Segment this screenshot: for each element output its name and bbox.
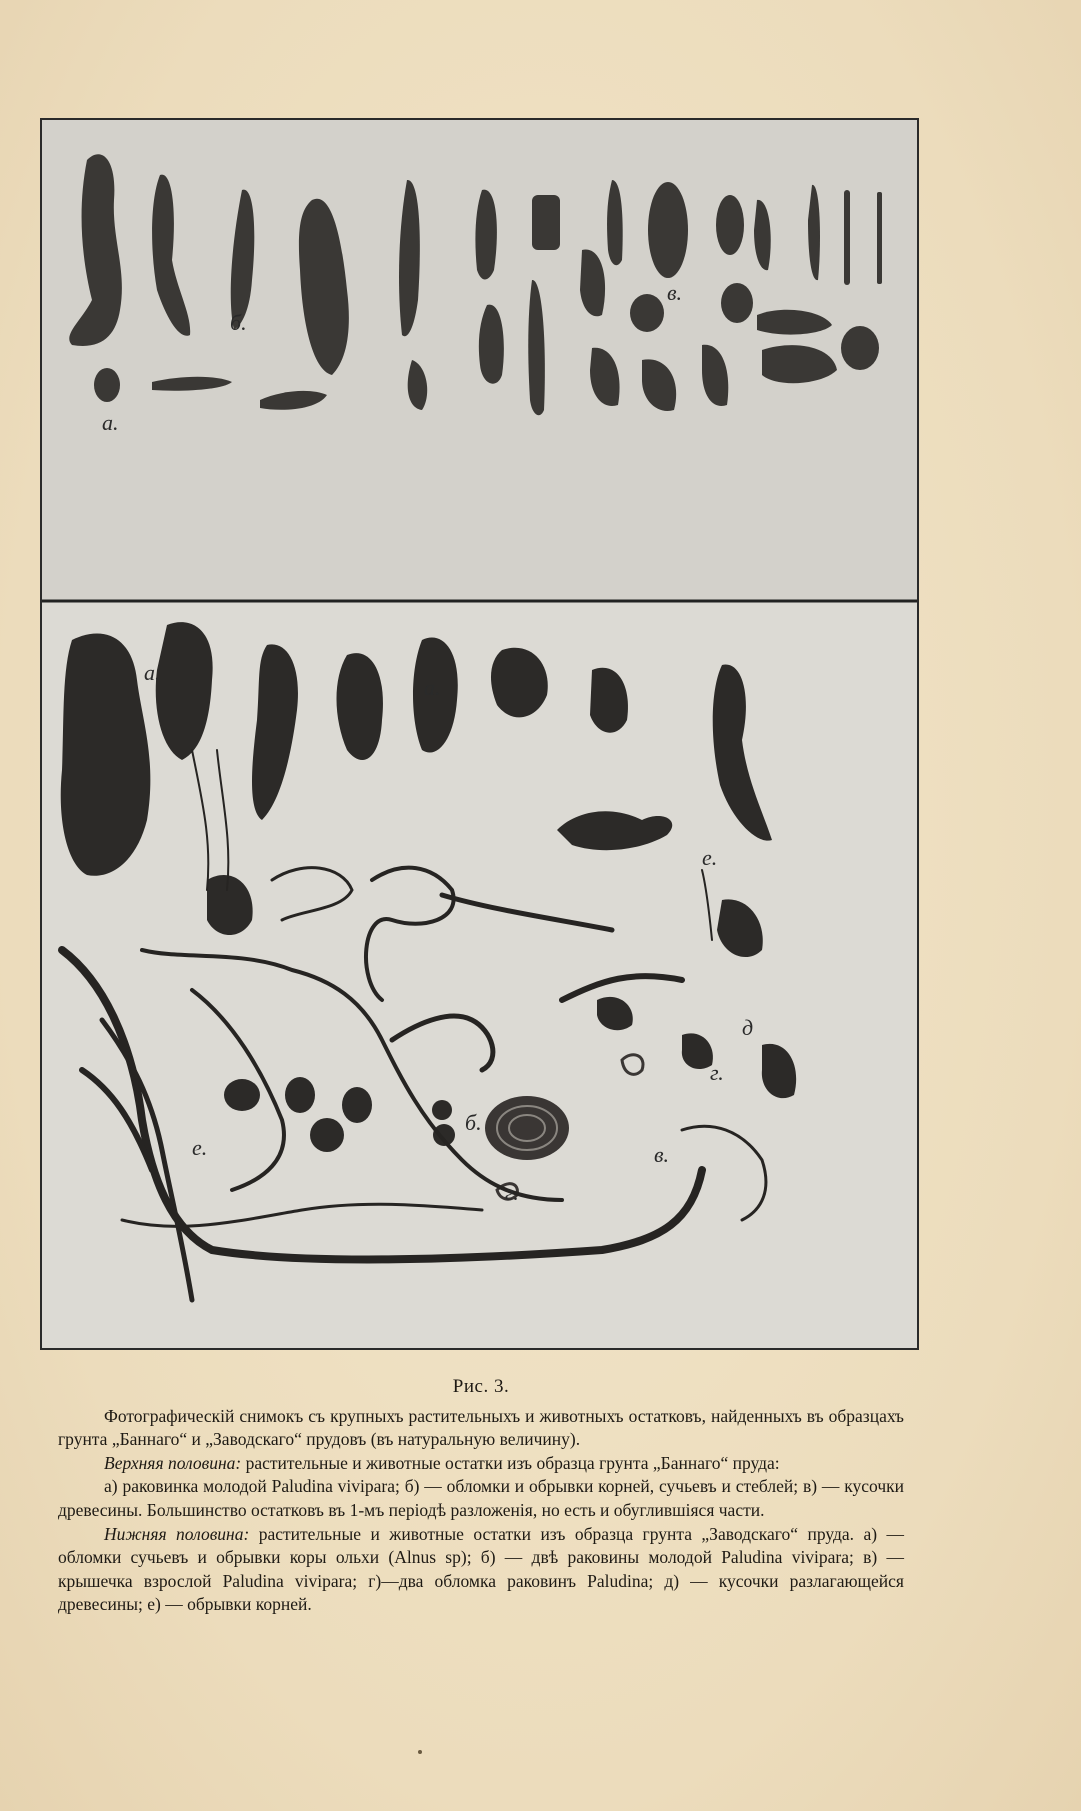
caption-upper-items: а) раковинка молодой Paludina vivipara; б) — обломки и обрывки корней, сучьевъ и стеблей; в) — кусочки древесины. Большинство остатковъ въ 1-мъ періодѣ разложенія, но есть и обуглившіяся части. [58,1476,904,1520]
photographic-plate [40,118,919,1350]
figure-title: Рис. 3. [452,1376,510,1397]
upper-label-b: б. [230,310,247,335]
lower-half-heading: Нижняя половина: [104,1523,250,1544]
upper-label-a: а. [102,410,119,435]
lower-label-e-2: е. [192,1135,208,1160]
figure-caption [58,1375,904,1617]
lower-label-g-1: г. [710,1060,724,1085]
page-speck [418,1750,422,1754]
lower-label-g-2: г. [505,1180,519,1205]
caption-upper-half [58,1452,904,1476]
lower-label-b: б. [465,1110,482,1135]
lower-label-a-2: а. [424,675,441,700]
upper-label-v: в. [667,280,683,305]
specimen-photograph [42,120,917,1348]
lower-label-e-1: е. [702,845,718,870]
lower-label-v: в. [654,1142,670,1167]
lower-label-d: д [742,1015,754,1040]
caption-intro: Фотографическій снимокъ съ крупныхъ растительныхъ и животныхъ остатковъ, найденныхъ въ образцахъ грунта „Баннаго“ и „Заводскаго“ прудовъ (въ натуральную величину). [58,1405,904,1450]
upper-half-text: растительные и животные остатки изъ образца грунта „Баннаго“ пруда: [241,1452,780,1473]
caption-lower-half [58,1523,904,1617]
upper-half-heading: Верхняя половина: [104,1452,242,1473]
lower-half-text: растительные и животные остатки изъ образца грунта „Заводскаго“ пруда. а) — обломки сучьевъ и обрывки коры ольхи (Alnus sp); б) — двѣ раковины молодой Paludina vivipara; в) — крышечка взрослой Paludina vivipara; г)—два обломка раковинъ Paludina; д) — кусочки разлагающейся древесины; е) — обрывки корней. [58,1523,904,1615]
lower-label-a-1: а. [144,660,161,685]
